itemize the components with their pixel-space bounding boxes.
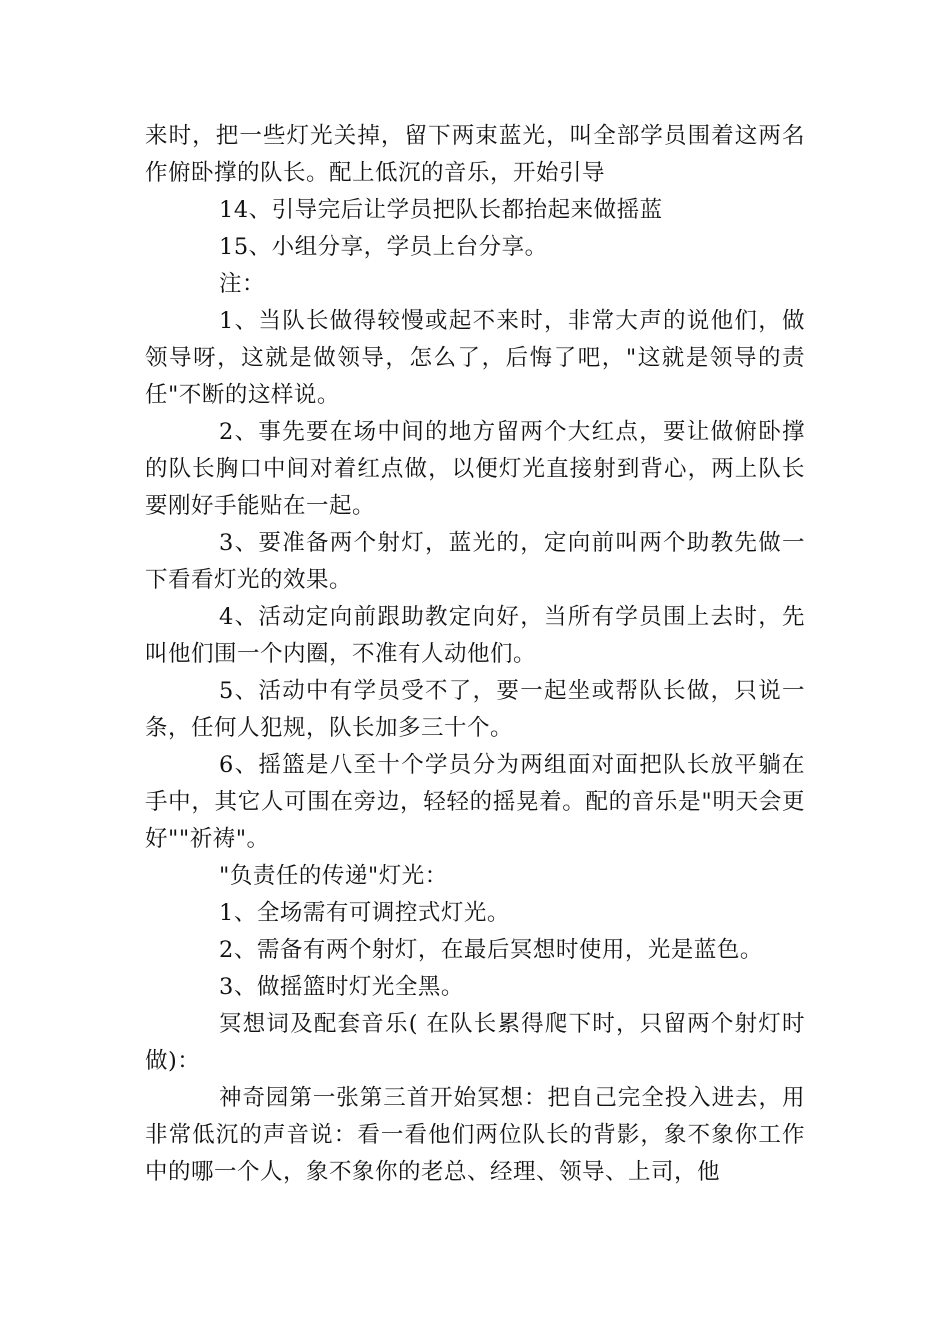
paragraph: 1、当队长做得较慢或起不来时，非常大声的说他们，做领导呀，这就是做领导，怎么了，后悔了吧，"这就是领导的责任"不断的这样说。 xyxy=(145,308,805,408)
paragraph: 4、活动定向前跟助教定向好，当所有学员围上去时，先叫他们围一个内圈，不准有人动他们。 xyxy=(145,604,805,667)
paragraph: 2、事先要在场中间的地方留两个大红点，要让做俯卧撑的队长胸口中间对着红点做，以便灯光直接射到背心，两上队长要刚好手能贴在一起。 xyxy=(145,419,805,519)
paragraph: 神奇园第一张第三首开始冥想：把自己完全投入进去，用非常低沉的声音说：看一看他们两位队长的背影，象不象你工作中的哪一个人，象不象你的老总、经理、领导、上司，他 xyxy=(145,1085,805,1185)
paragraph: 15、小组分享，学员上台分享。 xyxy=(219,234,548,260)
paragraph: 冥想词及配套音乐( 在队长累得爬下时，只留两个射灯时做)： xyxy=(145,1011,805,1074)
paragraph: 2、需备有两个射灯，在最后冥想时使用，光是蓝色。 xyxy=(219,937,763,963)
paragraph: 3、要准备两个射灯，蓝光的，定向前叫两个助教先做一下看看灯光的效果。 xyxy=(145,530,805,593)
paragraph: 1、全场需有可调控式灯光。 xyxy=(219,900,510,926)
paragraph: 注： xyxy=(219,271,266,297)
paragraph: 5、活动中有学员受不了，要一起坐或帮队长做，只说一条，任何人犯规，队长加多三十个。 xyxy=(145,678,805,741)
paragraph: 14、引导完后让学员把队长都抬起来做摇蓝 xyxy=(219,197,663,223)
paragraph: 3、做摇篮时灯光全黑。 xyxy=(219,974,464,1000)
paragraph: 6、摇篮是八至十个学员分为两组面对面把队长放平躺在手中，其它人可围在旁边，轻轻的摇晃着。配的音乐是"明天会更好""祈祷"。 xyxy=(145,752,805,852)
paragraph: "负责任的传递"灯光： xyxy=(219,863,448,889)
paragraph: 来时，把一些灯光关掉，留下两束蓝光，叫全部学员围着这两名作俯卧撑的队长。配上低沉的音乐，开始引导 xyxy=(145,123,805,186)
document-body xyxy=(145,118,805,1191)
